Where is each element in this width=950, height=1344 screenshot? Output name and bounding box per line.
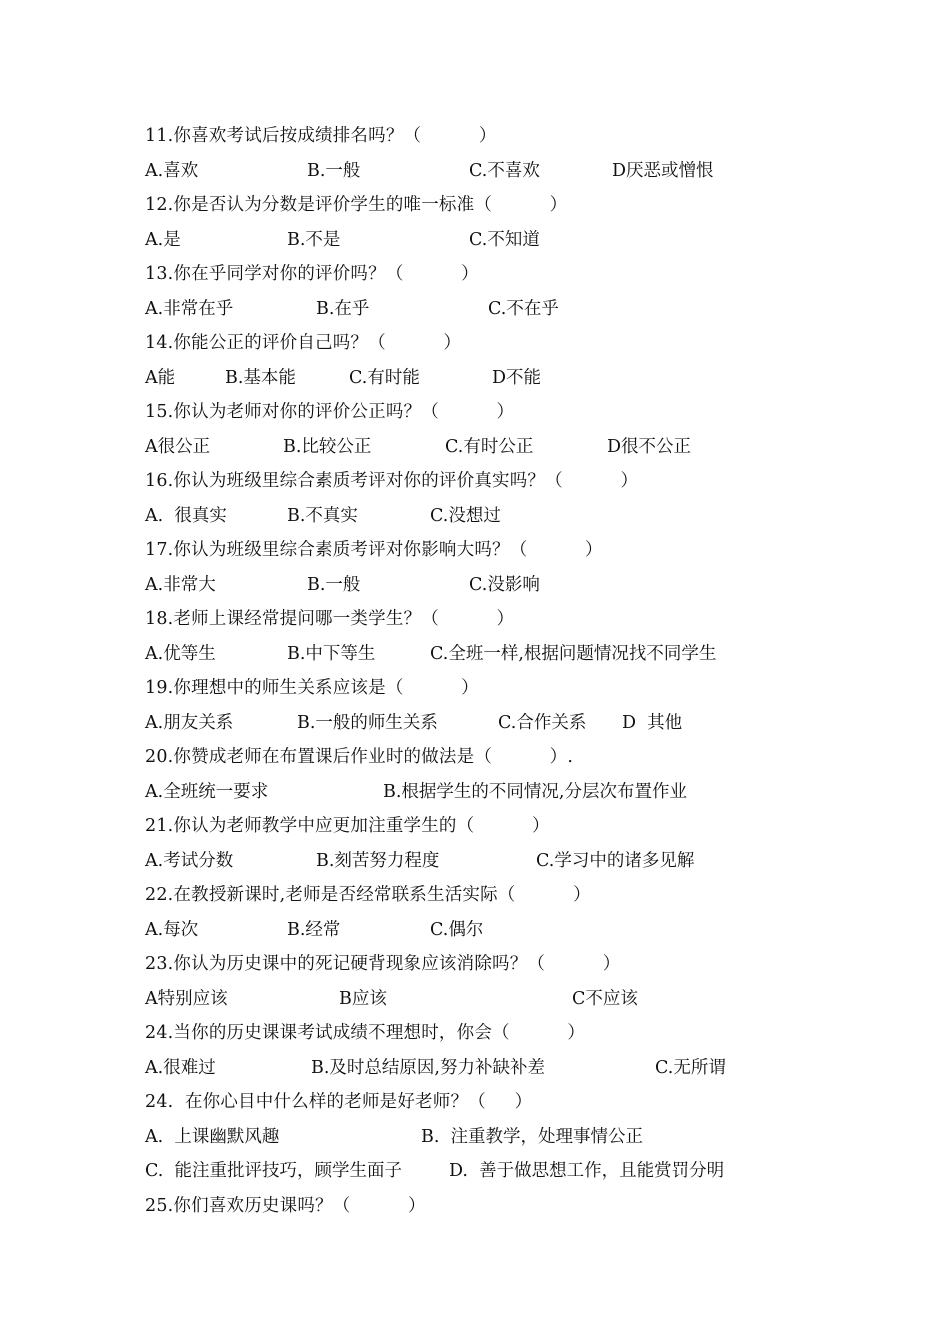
question-13 — [0, 262, 950, 296]
option: A.朋友关系 — [145, 713, 234, 733]
question-19 — [0, 676, 950, 710]
option: B.及时总结原因,努力补缺补差 — [311, 1058, 545, 1078]
question-18 — [0, 607, 950, 641]
question-text: 24.当你的历史课课考试成绩不理想时，你会（ ） — [145, 1023, 586, 1043]
option: A. 上课幽默风趣 — [145, 1127, 280, 1147]
option: A.很难过 — [145, 1058, 216, 1078]
option: B应该 — [339, 989, 387, 1009]
options-15 — [0, 435, 950, 469]
option: A.非常大 — [145, 575, 216, 595]
question-text: 14.你能公正的评价自己吗？（ ） — [145, 333, 462, 353]
option: C.没影响 — [469, 575, 540, 595]
option: A.喜欢 — [145, 161, 199, 181]
option: B. 注重教学，处理事情公正 — [421, 1127, 644, 1147]
question-24 — [0, 1021, 950, 1055]
option: D 其他 — [622, 713, 683, 733]
options-13 — [0, 297, 950, 331]
options-19 — [0, 711, 950, 745]
option: C.偶尔 — [430, 920, 484, 940]
question-text: 22.在教授新课时,老师是否经常联系生活实际（ ） — [145, 885, 591, 905]
option: D厌恶或憎恨 — [612, 161, 714, 181]
question-text: 17.你认为班级里综合素质考评对你影响大吗？（ ） — [145, 540, 603, 560]
options-11 — [0, 159, 950, 193]
question-21 — [0, 814, 950, 848]
question-11 — [0, 124, 950, 158]
options-20 — [0, 780, 950, 814]
option: C.学习中的诸多见解 — [536, 851, 695, 871]
question-15 — [0, 400, 950, 434]
option: A很公正 — [145, 437, 211, 457]
option: B.刻苦努力程度 — [316, 851, 440, 871]
option: C.不喜欢 — [469, 161, 540, 181]
question-text: 18.老师上课经常提问哪一类学生？（ ） — [145, 609, 515, 629]
option: C.没想过 — [430, 506, 501, 526]
question-text: 15.你认为老师对你的评价公正吗？（ ） — [145, 402, 515, 422]
option: A.优等生 — [145, 644, 216, 664]
option: C.不在乎 — [488, 299, 559, 319]
option: C.无所谓 — [655, 1058, 726, 1078]
option: B.一般 — [307, 575, 361, 595]
option: B.一般的师生关系 — [297, 713, 438, 733]
question-text: 19.你理想中的师生关系应该是（ ） — [145, 678, 479, 698]
option: A特别应该 — [145, 989, 228, 1009]
question-12 — [0, 193, 950, 227]
options-17 — [0, 573, 950, 607]
option: B.根据学生的不同情况,分层次布置作业 — [383, 782, 687, 802]
option: A.每次 — [145, 920, 199, 940]
option: A能 — [145, 368, 176, 388]
option: C.全班一样,根据问题情况找不同学生 — [430, 644, 717, 664]
option: A.非常在乎 — [145, 299, 234, 319]
option: C.有时能 — [349, 368, 420, 388]
options-24b-row2 — [0, 1159, 950, 1193]
option: A. 很真实 — [145, 506, 227, 526]
option: C.有时公正 — [445, 437, 534, 457]
option: C.合作关系 — [498, 713, 587, 733]
options-23 — [0, 987, 950, 1021]
question-16 — [0, 469, 950, 503]
question-25 — [0, 1194, 950, 1228]
option: B.中下等生 — [287, 644, 376, 664]
option: A.全班统一要求 — [145, 782, 269, 802]
option: C.不知道 — [469, 230, 540, 250]
question-text: 13.你在乎同学对你的评价吗？（ ） — [145, 264, 479, 284]
question-23 — [0, 952, 950, 986]
question-text: 20.你赞成老师在布置课后作业时的做法是（ ）. — [145, 747, 574, 767]
option: C不应该 — [572, 989, 638, 1009]
question-text: 21.你认为老师教学中应更加注重学生的（ ） — [145, 816, 550, 836]
options-12 — [0, 228, 950, 262]
option: A.是 — [145, 230, 181, 250]
option: D不能 — [492, 368, 542, 388]
option: B.一般 — [307, 161, 361, 181]
question-text: 25.你们喜欢历史课吗？（ ） — [145, 1196, 426, 1216]
question-24b — [0, 1090, 950, 1124]
options-18 — [0, 642, 950, 676]
options-16 — [0, 504, 950, 538]
option: C. 能注重批评技巧，顾学生面子 — [145, 1161, 402, 1181]
option: B.在乎 — [316, 299, 370, 319]
question-14 — [0, 331, 950, 365]
question-text: 24. 在你心目中什么样的老师是好老师？（ ） — [145, 1092, 533, 1112]
option: B.基本能 — [225, 368, 296, 388]
option: B.不是 — [287, 230, 341, 250]
question-text: 11.你喜欢考试后按成绩排名吗？（ ） — [145, 126, 497, 146]
question-22 — [0, 883, 950, 917]
options-22 — [0, 918, 950, 952]
options-24 — [0, 1056, 950, 1090]
option: B.不真实 — [287, 506, 358, 526]
question-17 — [0, 538, 950, 572]
question-text: 23.你认为历史课中的死记硬背现象应该消除吗？（ ） — [145, 954, 621, 974]
option: A.考试分数 — [145, 851, 234, 871]
option: D很不公正 — [607, 437, 692, 457]
option: D. 善于做思想工作，且能赏罚分明 — [449, 1161, 725, 1181]
options-21 — [0, 849, 950, 883]
question-text: 12.你是否认为分数是评价学生的唯一标准（ ） — [145, 195, 568, 215]
option: B.经常 — [287, 920, 341, 940]
question-text: 16.你认为班级里综合素质考评对你的评价真实吗？（ ） — [145, 471, 639, 491]
option: B.比较公正 — [283, 437, 372, 457]
options-24b — [0, 1125, 950, 1159]
options-14 — [0, 366, 950, 400]
question-20 — [0, 745, 950, 779]
